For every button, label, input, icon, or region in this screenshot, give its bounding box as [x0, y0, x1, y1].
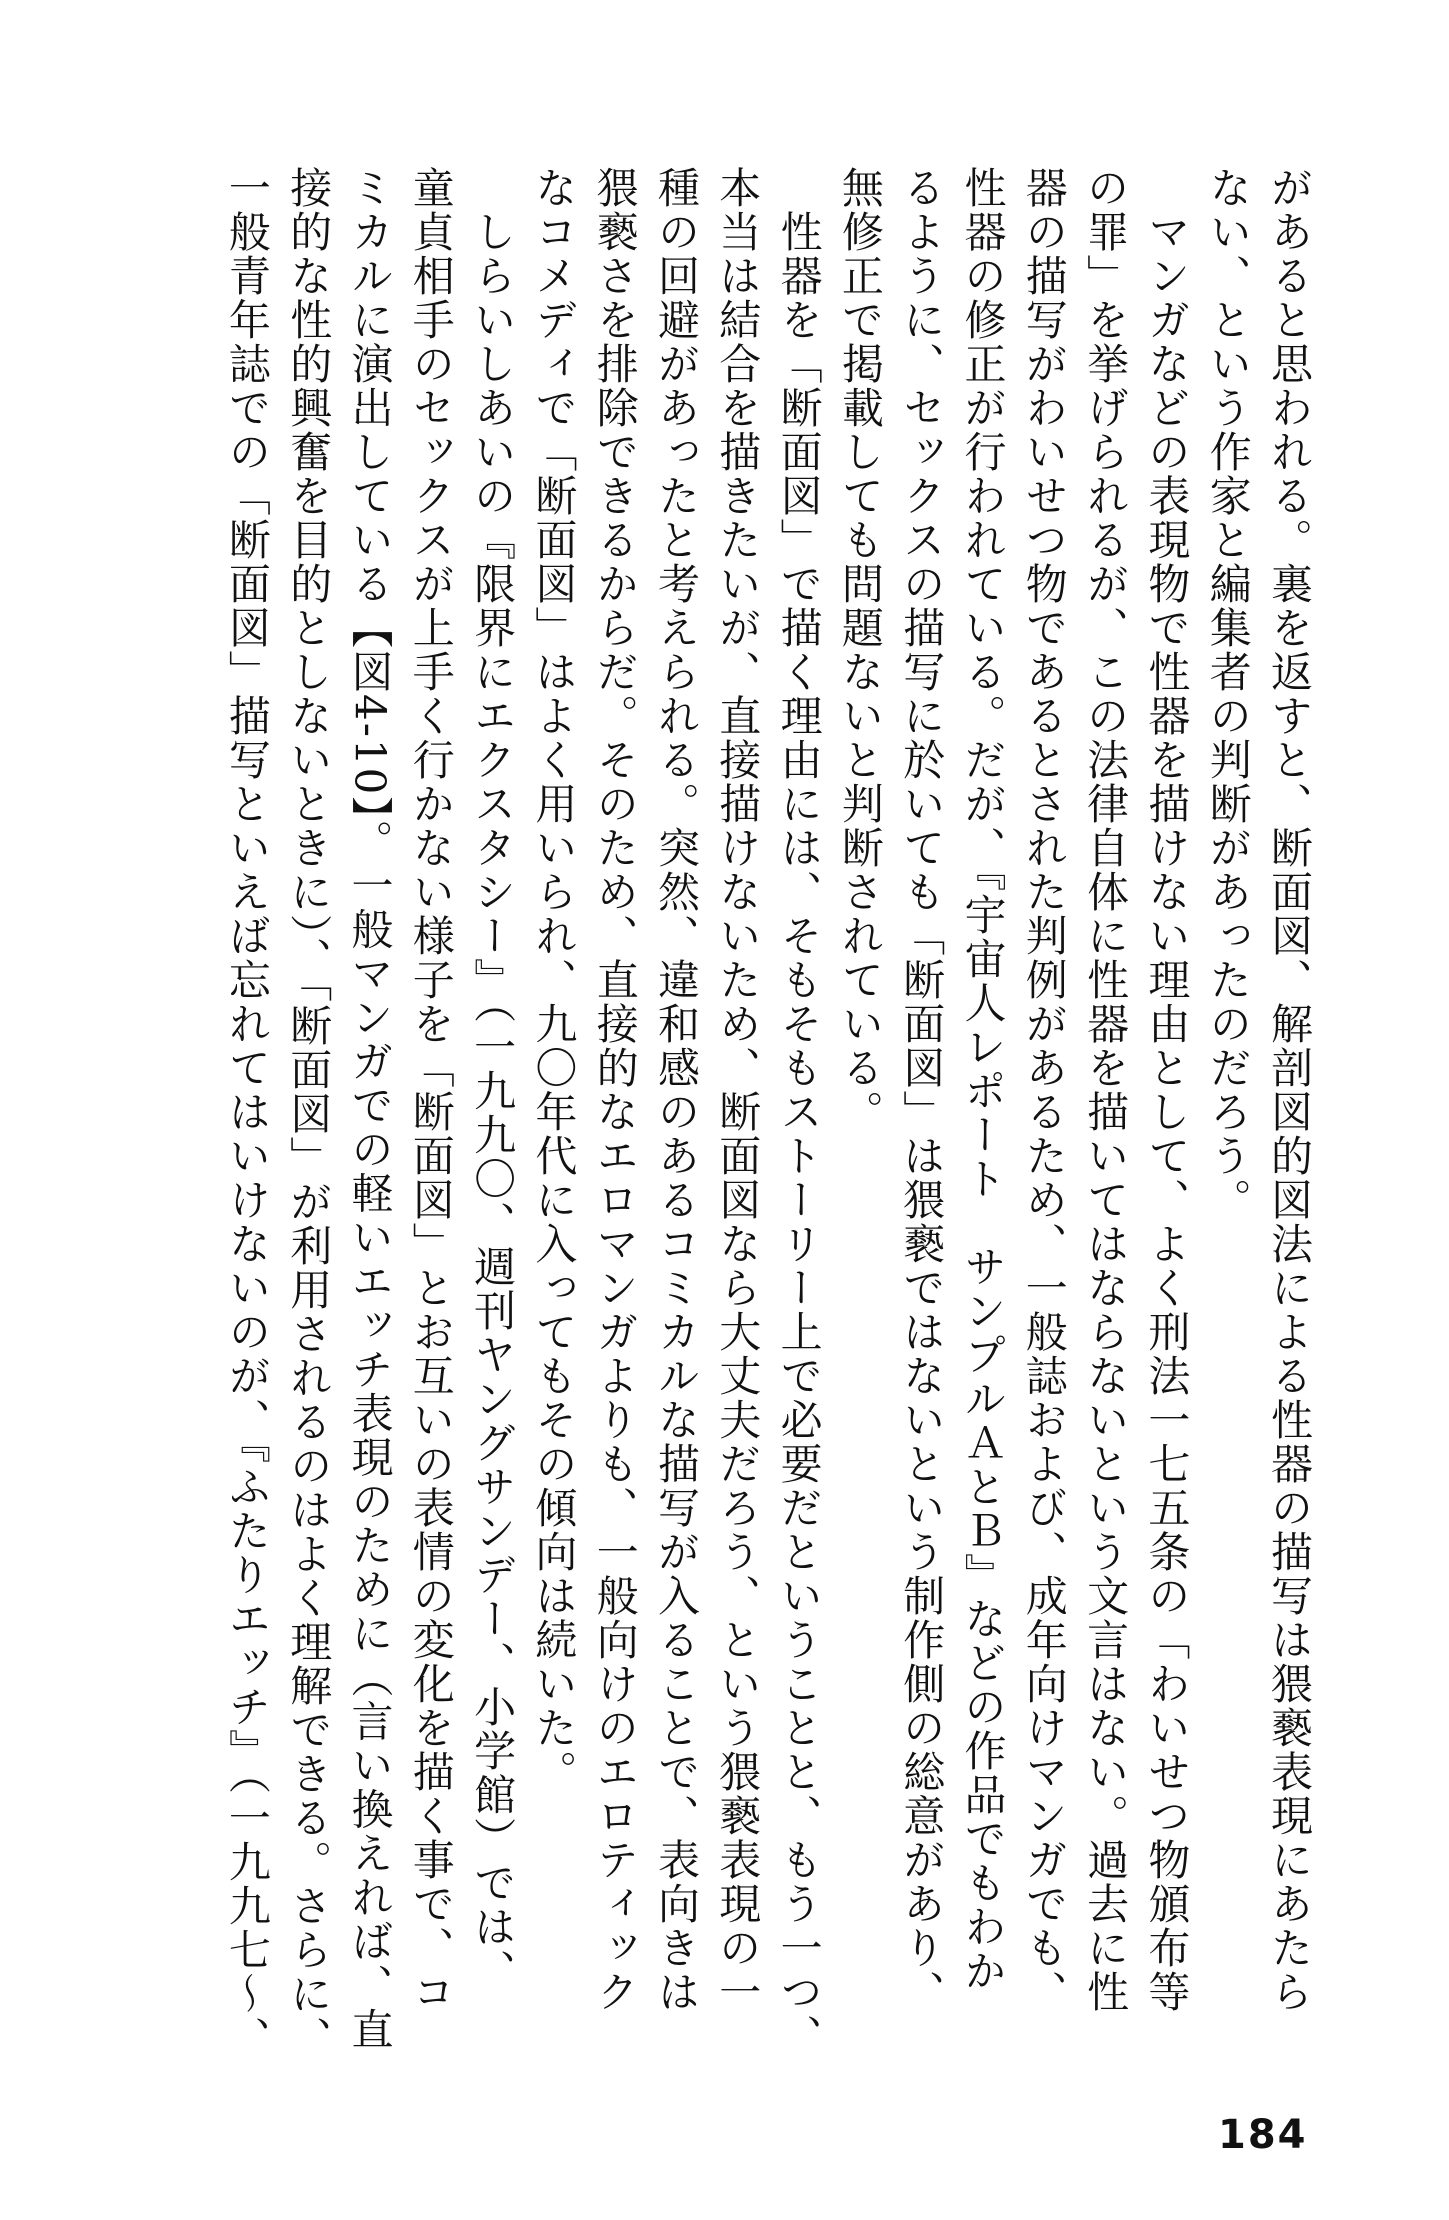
text-column: 猥褻さを排除できるからだ。そのため、直接的なエロマンガよりも、一般向けのエロティック — [590, 166, 640, 2014]
text-column: マンガなどの表現物で性器を描けない理由として、よく刑法一七五条の「わいせつ物頒布等 — [1142, 166, 1192, 2014]
text-column: 本当は結合を描きたいが、直接描けないため、断面図なら大丈夫だろう、という猥褻表現の一 — [713, 166, 763, 2014]
text-column: 性器の修正が行われている。だが、『宇宙人レポート サンプルＡとＢ』などの作品でもわか — [958, 166, 1008, 1993]
text-column: るように、セックスの描写に於いても「断面図」は猥褻ではないという制作側の総意があり、 — [897, 166, 947, 2014]
text-column: 器の描写がわいせつ物であるとされた判例があるため、一般誌および、成年向けマンガでも、 — [1019, 166, 1069, 2014]
text-column: ミカルに演出している【図4-10】。一般マンガでの軽いエッチ表現のために（言い換えれば、直 — [345, 166, 395, 2052]
text-column: 童貞相手のセックスが上手く行かない様子を「断面図」とお互いの表情の変化を描く事で、コ — [406, 166, 456, 2014]
text-column: 一般青年誌での「断面図」描写といえば忘れてはいけないのが、『ふたりエッチ』（一九九七〜、 — [222, 166, 272, 2060]
text-column: 無修正で掲載しても問題ないと判断されている。 — [835, 166, 885, 1134]
text-column: 接的な性的興奮を目的としないときに）、「断面図」が利用されるのはよく理解できる。さらに、 — [284, 166, 334, 2060]
text-column: 性器を「断面図」で描く理由には、そもそもストーリー上で必要だということと、もう一つ、 — [774, 166, 824, 2058]
text-column: なコメディで「断面図」はよく用いられ、九〇年代に入ってもその傾向は続いた。 — [529, 166, 579, 1794]
text-column: しらいしあいの『限界にエクスタシー』（一九九〇、週刊ヤングサンデー、小学館）では、 — [468, 166, 518, 1993]
text-column: 種の回避があったと考えられる。突然、違和感のあるコミカルな描写が入ることで、表向きは — [652, 166, 701, 2014]
text-column: の罪」を挙げられるが、この法律自体に性器を描いてはならないという文言はない。過去に性 — [1081, 166, 1131, 2014]
page-number: 184 — [1218, 2112, 1308, 2158]
text-column: ない、という作家と編集者の判断があったのだろう。 — [1203, 166, 1253, 1222]
text-column: があると思われる。裏を返すと、断面図、解剖図的図法による性器の描写は猥褻表現にあたら — [1265, 166, 1314, 2014]
